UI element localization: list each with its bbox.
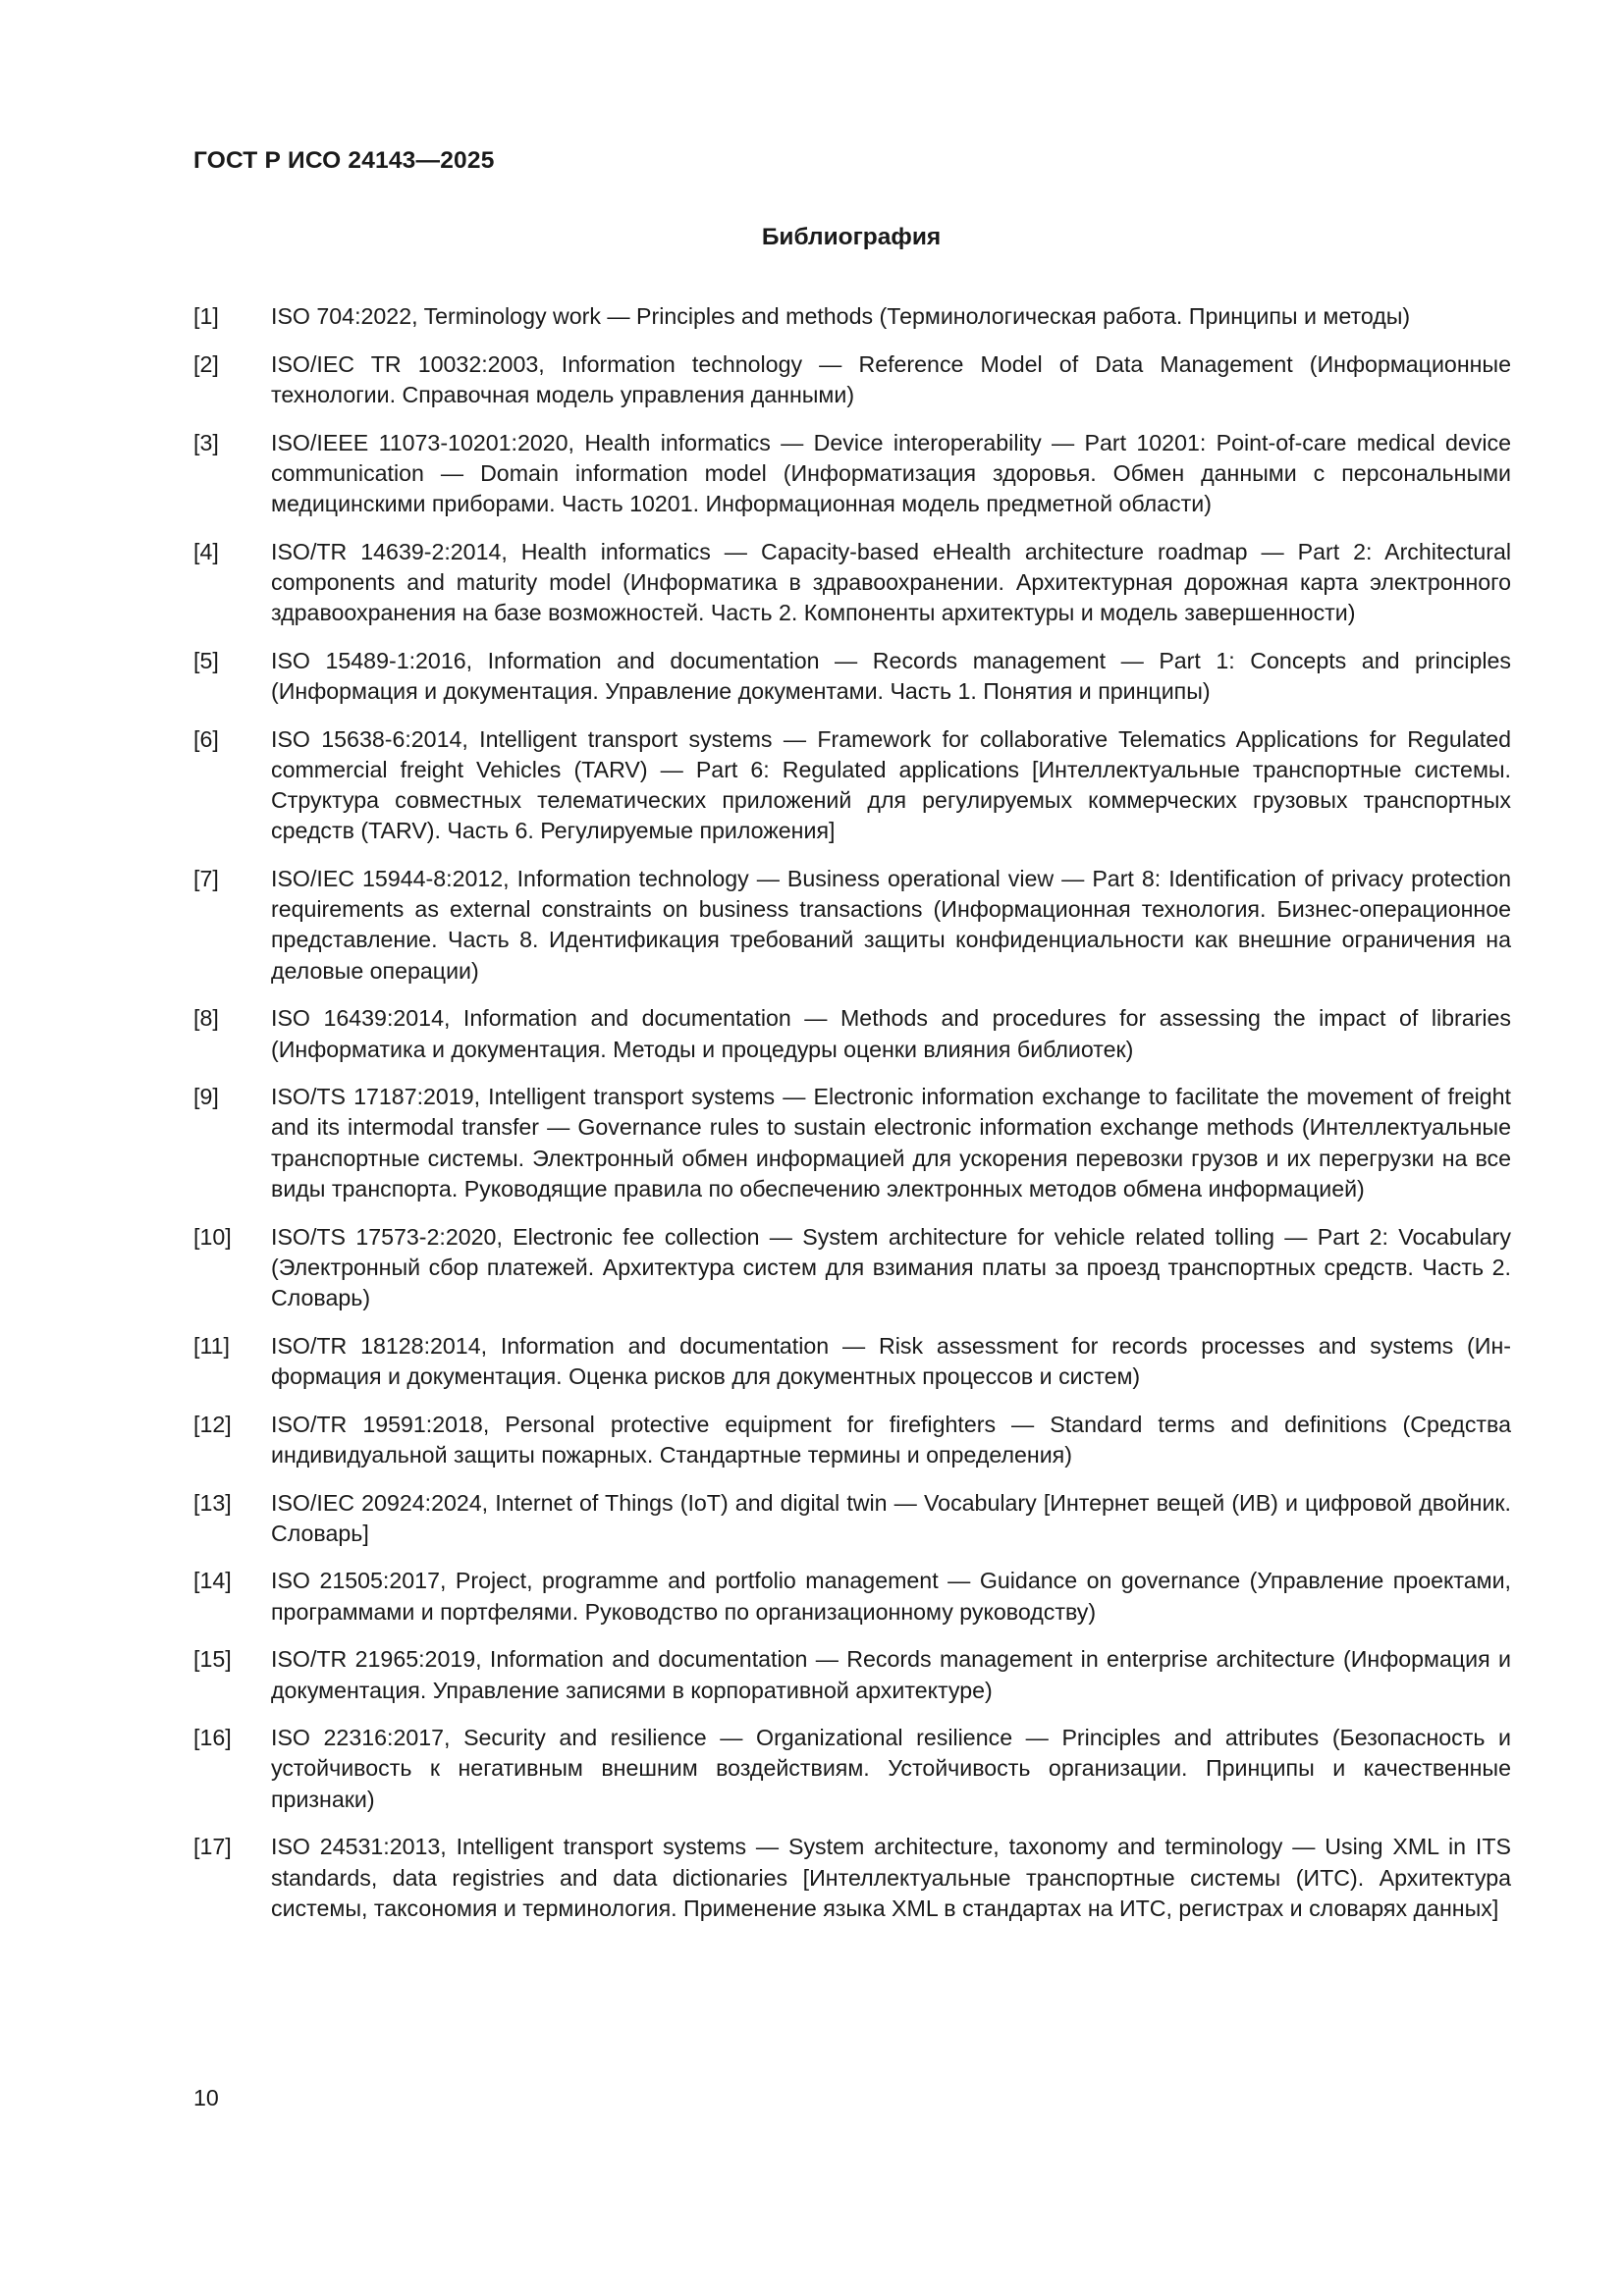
entry-number: [4]	[193, 538, 219, 564]
entry-text: ISO/TR 21965:2019, Information and documentation — Records management in enterprise architecture (Информация и документация. Управление записями в корпоративной архитектуре)	[271, 1646, 1511, 1703]
bibliography-list	[193, 301, 1511, 1941]
bibliography-entry	[193, 1566, 1511, 1627]
entry-number: [6]	[193, 725, 219, 752]
document-standard-id: ГОСТ Р ИСО 24143—2025	[193, 147, 495, 174]
entry-number: [8]	[193, 1005, 219, 1032]
entry-number: [5]	[193, 647, 219, 673]
entry-text: ISO 24531:2013, Intelligent transport systems — System architecture, taxonomy and terminology — Using XML in ITS standards, data registries and data dictionaries [Интеллектуальные транспортные системы (ИТС). Архитектура системы, таксономия и терминология. Применение языка XML в стандартах на ИТС, регистрах и словарях данных]	[271, 1834, 1511, 1921]
bibliography-entry	[193, 646, 1511, 707]
bibliography-entry	[193, 301, 1511, 332]
entry-number: [12]	[193, 1411, 232, 1437]
entry-number: [1]	[193, 303, 219, 329]
entry-number: [14]	[193, 1568, 232, 1594]
entry-text: ISO/IEEE 11073-10201:2020, Health informatics — Device interoperability — Part 10201: Point-of-care medical device communication — Domain information model (Информатизация здоровья. Обмен данными с персональными медицинскими приборами. Часть 10201. Информационная модель предметной области)	[271, 429, 1511, 517]
entry-number: [2]	[193, 350, 219, 377]
entry-text: ISO/TS 17187:2019, Intelligent transport systems — Electronic information exchange to facilitate the movement of freight and its intermodal transfer — Governance rules to sustain electronic information exchange methods (Интеллектуальные транспортные системы. Электронный обмен информацией для ускорения перевозки грузов и их перегрузки на все виды транспорта. Руководящие правила по обеспечению электронных методов обмена информацией)	[271, 1084, 1511, 1201]
entry-text: ISO/IEC TR 10032:2003, Information technology — Reference Model of Data Management (Информационные технологии. Справочная модель управления данными)	[271, 350, 1511, 407]
bibliography-entry	[193, 864, 1511, 987]
bibliography-entry	[193, 537, 1511, 629]
entry-number: [15]	[193, 1646, 232, 1673]
entry-text: ISO/IEC 20924:2024, Internet of Things (IoT) and digital twin — Vocabulary [Интернет вещей (ИВ) и цифровой двойник. Словарь]	[271, 1489, 1511, 1546]
entry-text: ISO/TR 14639-2:2014, Health informatics — Capacity-based eHealth architecture roadmap — Part 2: Architectural components and maturity model (Информатика в здравоохранении. Архитектурная дорожная карта электронного здравоохранения на базе возможностей. Часть 2. Компоненты архитектуры и модель завершенности)	[271, 538, 1511, 626]
entry-number: [13]	[193, 1489, 232, 1516]
entry-text: ISO 16439:2014, Information and documentation — Methods and procedures for assessing the impact of libraries (Информатика и документация. Методы и процедуры оценки влияния библиотек)	[271, 1005, 1511, 1062]
bibliography-entry	[193, 1222, 1511, 1314]
bibliography-entry	[193, 1003, 1511, 1064]
entry-text: ISO/TR 19591:2018, Personal protective equipment for firefighters — Standard terms and definitions (Средства индивидуальной защиты пожарных. Стандартные термины и определения)	[271, 1411, 1511, 1468]
entry-number: [16]	[193, 1725, 232, 1751]
entry-number: [17]	[193, 1834, 232, 1860]
bibliography-entry	[193, 1723, 1511, 1815]
bibliography-entry	[193, 1644, 1511, 1705]
entry-number: [10]	[193, 1223, 232, 1250]
entry-number: [7]	[193, 866, 219, 892]
entry-text: ISO/TS 17573-2:2020, Electronic fee collection — System architecture for vehicle related tolling — Part 2: Vocabulary (Электронный сбор платежей. Архитектура систем для взимания платы за проезд транспортных средств. Часть 2. Словарь)	[271, 1223, 1511, 1310]
bibliography-entry	[193, 349, 1511, 410]
entry-text: ISO/TR 18128:2014, Information and documentation — Risk assessment for records processes and systems (Информация и документация. Оценка рисков для документных процессов и систем)	[271, 1332, 1511, 1389]
entry-number: [3]	[193, 429, 219, 455]
bibliography-entry	[193, 428, 1511, 520]
bibliography-entry	[193, 724, 1511, 847]
entry-number: [9]	[193, 1084, 219, 1110]
bibliography-entry	[193, 1082, 1511, 1204]
entry-text: ISO/IEC 15944-8:2012, Information technology — Business operational view — Part 8: Identification of privacy protection requirements as external constraints on business transactions (Информационная технология. Бизнес-операционное представление. Часть 8. Идентификация требований защиты конфиденциальности как внешние ограничения на деловые операции)	[271, 866, 1511, 984]
entry-number: [11]	[193, 1332, 230, 1359]
bibliography-entry	[193, 1331, 1511, 1392]
entry-text: ISO 21505:2017, Project, programme and portfolio management — Guidance on governance (Управление проектами, программами и портфелями. Руководство по организационному руководству)	[271, 1568, 1511, 1625]
bibliography-entry	[193, 1488, 1511, 1549]
entry-text: ISO 15489-1:2016, Information and documentation — Records management — Part 1: Concepts and principles (Информация и документация. Управление документами. Часть 1. Понятия и принципы)	[271, 647, 1511, 705]
entry-text: ISO 704:2022, Terminology work — Principles and methods (Терминологическая работа. Принципы и методы)	[271, 303, 1411, 329]
bibliography-entry	[193, 1410, 1511, 1470]
bibliography-entry	[193, 1832, 1511, 1924]
entry-text: ISO 22316:2017, Security and resilience — Organizational resilience — Principles and attributes (Безопасность и устойчивость к негативным внешним воздействиям. Устойчивость организации. Принципы и качественные признаки)	[271, 1725, 1511, 1812]
bibliography-title: Библиография	[761, 224, 942, 250]
entry-text: ISO 15638-6:2014, Intelligent transport systems — Framework for collaborative Telematics Applications for Regulated commercial freight Vehicles (TARV) — Part 6: Regulated applications [Интеллектуальные транспортные системы. Структура совместных телематических приложений для регулируемых коммерческих грузовых транспортных средств (TARV). Часть 6. Регулируемые приложения]	[271, 725, 1511, 844]
page-number: 10	[193, 2085, 219, 2110]
